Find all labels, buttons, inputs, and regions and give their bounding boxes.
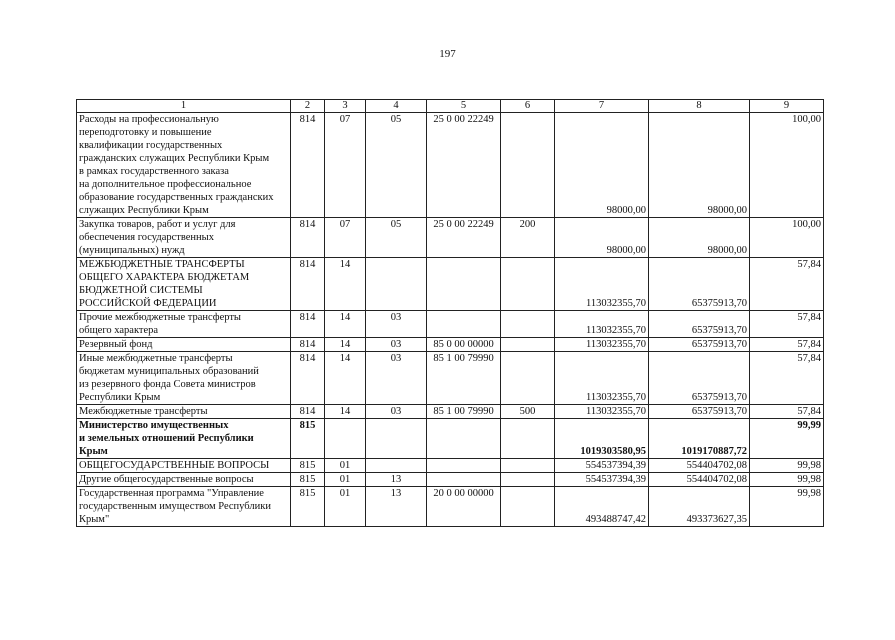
code-cell: 814 bbox=[291, 218, 325, 258]
plan-amount-cell: 113032355,70 bbox=[555, 405, 649, 419]
percent-cell: 57,84 bbox=[750, 258, 824, 311]
target-article-cell bbox=[427, 258, 501, 311]
actual-amount-cell: 98000,00 bbox=[649, 218, 750, 258]
plan-amount-cell: 113032355,70 bbox=[555, 338, 649, 352]
expense-type-cell bbox=[501, 338, 555, 352]
actual-amount-cell: 1019170887,72 bbox=[649, 419, 750, 459]
subsection-cell: 13 bbox=[366, 487, 427, 527]
section-cell: 07 bbox=[325, 113, 366, 218]
expense-type-cell: 500 bbox=[501, 405, 555, 419]
section-cell: 14 bbox=[325, 311, 366, 338]
code-cell: 814 bbox=[291, 113, 325, 218]
row-name-cell: МЕЖБЮДЖЕТНЫЕ ТРАНСФЕРТЫ ОБЩЕГО ХАРАКТЕРА БЮДЖЕТАМ БЮДЖЕТНОЙ СИСТЕМЫ РОССИЙСКОЙ ФЕДЕРАЦИИ bbox=[77, 258, 291, 311]
section-cell bbox=[325, 419, 366, 459]
plan-amount-cell: 113032355,70 bbox=[555, 258, 649, 311]
target-article-cell bbox=[427, 459, 501, 473]
actual-amount-cell: 65375913,70 bbox=[649, 405, 750, 419]
percent-cell: 57,84 bbox=[750, 311, 824, 338]
target-article-cell: 85 1 00 79990 bbox=[427, 352, 501, 405]
row-name-cell: Прочие межбюджетные трансферты общего характера bbox=[77, 311, 291, 338]
section-cell: 14 bbox=[325, 352, 366, 405]
percent-cell: 99,98 bbox=[750, 473, 824, 487]
table-row bbox=[77, 473, 824, 487]
target-article-cell: 25 0 00 22249 bbox=[427, 218, 501, 258]
code-cell: 815 bbox=[291, 459, 325, 473]
actual-amount-cell: 65375913,70 bbox=[649, 338, 750, 352]
table-row bbox=[77, 487, 824, 527]
target-article-cell: 25 0 00 22249 bbox=[427, 113, 501, 218]
page-number: 197 bbox=[439, 48, 456, 60]
header-cell: 8 bbox=[649, 100, 750, 113]
subsection-cell: 03 bbox=[366, 405, 427, 419]
row-name-cell: Государственная программа "Управление государственным имуществом Республики Крым" bbox=[77, 487, 291, 527]
plan-amount-cell: 493488747,42 bbox=[555, 487, 649, 527]
subsection-cell: 05 bbox=[366, 218, 427, 258]
row-name-cell: Иные межбюджетные трансферты бюджетам муниципальных образований из резервного фонда Совета министров Республики Крым bbox=[77, 352, 291, 405]
plan-amount-cell: 1019303580,95 bbox=[555, 419, 649, 459]
actual-amount-cell: 98000,00 bbox=[649, 113, 750, 218]
table-row bbox=[77, 218, 824, 258]
actual-amount-cell: 65375913,70 bbox=[649, 258, 750, 311]
subsection-cell: 05 bbox=[366, 113, 427, 218]
code-cell: 814 bbox=[291, 338, 325, 352]
percent-cell: 57,84 bbox=[750, 352, 824, 405]
row-name-cell: Резервный фонд bbox=[77, 338, 291, 352]
code-cell: 814 bbox=[291, 311, 325, 338]
header-cell: 9 bbox=[750, 100, 824, 113]
row-name-cell: Расходы на профессиональную переподготовку и повышение квалификации государственных гражданских служащих Республики Крым в рамках государственного заказа на дополнительное профессиональное образование государственных гражданских служащих Республики Крым bbox=[77, 113, 291, 218]
header-cell: 7 bbox=[555, 100, 649, 113]
section-cell: 14 bbox=[325, 405, 366, 419]
header-cell: 4 bbox=[366, 100, 427, 113]
budget-table bbox=[76, 99, 824, 527]
subsection-cell: 03 bbox=[366, 338, 427, 352]
header-cell: 1 bbox=[77, 100, 291, 113]
table-row bbox=[77, 258, 824, 311]
actual-amount-cell: 493373627,35 bbox=[649, 487, 750, 527]
expense-type-cell: 200 bbox=[501, 218, 555, 258]
subsection-cell bbox=[366, 419, 427, 459]
row-name-cell: Министерство имущественных и земельных отношений Республики Крым bbox=[77, 419, 291, 459]
row-name-cell: Межбюджетные трансферты bbox=[77, 405, 291, 419]
header-cell: 6 bbox=[501, 100, 555, 113]
row-name-cell: Другие общегосударственные вопросы bbox=[77, 473, 291, 487]
table-row bbox=[77, 113, 824, 218]
percent-cell: 99,99 bbox=[750, 419, 824, 459]
section-cell: 14 bbox=[325, 258, 366, 311]
header-cell: 2 bbox=[291, 100, 325, 113]
plan-amount-cell: 554537394,39 bbox=[555, 473, 649, 487]
code-cell: 815 bbox=[291, 473, 325, 487]
section-cell: 01 bbox=[325, 459, 366, 473]
expense-type-cell bbox=[501, 459, 555, 473]
table-row bbox=[77, 352, 824, 405]
expense-type-cell bbox=[501, 258, 555, 311]
target-article-cell bbox=[427, 473, 501, 487]
target-article-cell: 20 0 00 00000 bbox=[427, 487, 501, 527]
subsection-cell bbox=[366, 459, 427, 473]
table-row bbox=[77, 405, 824, 419]
plan-amount-cell: 554537394,39 bbox=[555, 459, 649, 473]
expense-type-cell bbox=[501, 311, 555, 338]
target-article-cell bbox=[427, 311, 501, 338]
expense-type-cell bbox=[501, 352, 555, 405]
target-article-cell: 85 0 00 00000 bbox=[427, 338, 501, 352]
percent-cell: 99,98 bbox=[750, 487, 824, 527]
code-cell: 815 bbox=[291, 419, 325, 459]
header-row bbox=[77, 100, 824, 113]
actual-amount-cell: 65375913,70 bbox=[649, 352, 750, 405]
expense-type-cell bbox=[501, 419, 555, 459]
subsection-cell: 03 bbox=[366, 311, 427, 338]
header-cell: 5 bbox=[427, 100, 501, 113]
plan-amount-cell: 113032355,70 bbox=[555, 352, 649, 405]
percent-cell: 99,98 bbox=[750, 459, 824, 473]
plan-amount-cell: 98000,00 bbox=[555, 113, 649, 218]
expense-type-cell bbox=[501, 113, 555, 218]
actual-amount-cell: 554404702,08 bbox=[649, 473, 750, 487]
expense-type-cell bbox=[501, 473, 555, 487]
code-cell: 814 bbox=[291, 405, 325, 419]
percent-cell: 57,84 bbox=[750, 338, 824, 352]
percent-cell: 57,84 bbox=[750, 405, 824, 419]
actual-amount-cell: 554404702,08 bbox=[649, 459, 750, 473]
target-article-cell bbox=[427, 419, 501, 459]
code-cell: 815 bbox=[291, 487, 325, 527]
table-row bbox=[77, 311, 824, 338]
table-row bbox=[77, 459, 824, 473]
section-cell: 01 bbox=[325, 473, 366, 487]
header-cell: 3 bbox=[325, 100, 366, 113]
actual-amount-cell: 65375913,70 bbox=[649, 311, 750, 338]
code-cell: 814 bbox=[291, 258, 325, 311]
expense-type-cell bbox=[501, 487, 555, 527]
row-name-cell: ОБЩЕГОСУДАРСТВЕННЫЕ ВОПРОСЫ bbox=[77, 459, 291, 473]
table-row bbox=[77, 419, 824, 459]
section-cell: 07 bbox=[325, 218, 366, 258]
subsection-cell: 13 bbox=[366, 473, 427, 487]
code-cell: 814 bbox=[291, 352, 325, 405]
row-name-cell: Закупка товаров, работ и услуг для обеспечения государственных (муниципальных) нужд bbox=[77, 218, 291, 258]
percent-cell: 100,00 bbox=[750, 113, 824, 218]
plan-amount-cell: 98000,00 bbox=[555, 218, 649, 258]
section-cell: 01 bbox=[325, 487, 366, 527]
plan-amount-cell: 113032355,70 bbox=[555, 311, 649, 338]
target-article-cell: 85 1 00 79990 bbox=[427, 405, 501, 419]
section-cell: 14 bbox=[325, 338, 366, 352]
percent-cell: 100,00 bbox=[750, 218, 824, 258]
subsection-cell bbox=[366, 258, 427, 311]
subsection-cell: 03 bbox=[366, 352, 427, 405]
table-row bbox=[77, 338, 824, 352]
